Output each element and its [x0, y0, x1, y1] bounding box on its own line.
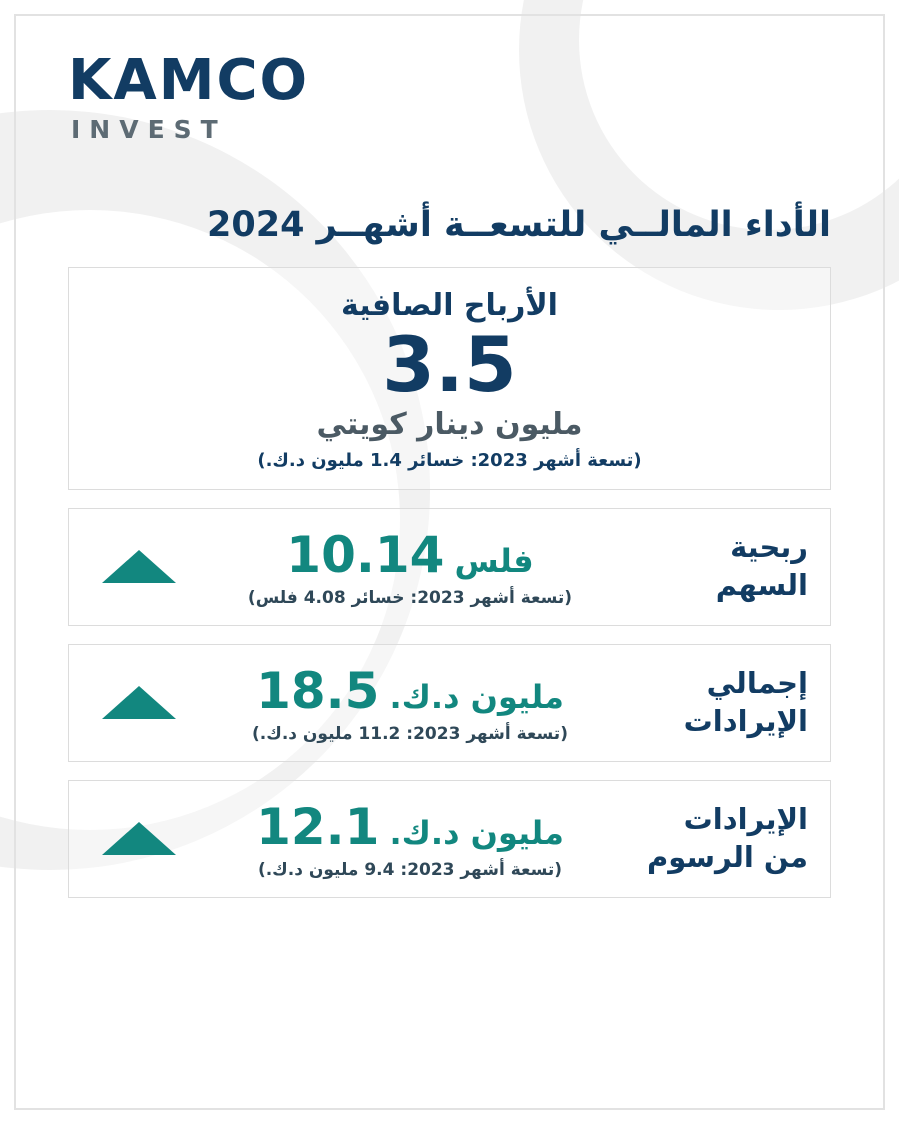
triangle-up-shape — [102, 822, 176, 855]
triangle-up-icon — [91, 822, 187, 855]
metric-value: 10.14 — [286, 525, 445, 584]
metric-label: ربحية السهم — [715, 530, 808, 602]
net-profit-value: 3.5 — [382, 320, 517, 410]
metric-body — [187, 798, 633, 880]
metric-value-line — [193, 526, 627, 584]
page-title: الأداء المالــي للتسعــة أشهــر 2024 — [207, 204, 831, 245]
metric-value-line — [193, 662, 627, 720]
net-profit-unit: مليون دينار كويتي — [316, 406, 583, 442]
metric-row — [69, 645, 830, 761]
brand-logo — [68, 0, 831, 144]
metric-body — [187, 662, 633, 744]
metric-card-fee-revenue — [68, 780, 831, 898]
metric-row — [69, 509, 830, 625]
brand-logo-main: KAMCO — [68, 48, 310, 113]
brand-logo-sub: INVEST — [71, 114, 227, 144]
metric-value-line — [193, 798, 627, 856]
triangle-up-shape — [102, 550, 176, 583]
triangle-up-icon — [91, 550, 187, 583]
metric-card-eps — [68, 508, 831, 626]
metric-unit: مليون د.ك. — [389, 813, 564, 852]
metric-card-total-revenue — [68, 644, 831, 762]
metric-comparison-note: (تسعة أشهر 2023: 9.4 مليون د.ك.) — [257, 859, 563, 880]
net-profit-card — [68, 267, 831, 490]
metric-comparison-note: (تسعة أشهر 2023: خسائر 4.08 فلس) — [247, 587, 573, 608]
metric-unit: مليون د.ك. — [389, 677, 564, 716]
metric-label: الإيرادات من الرسوم — [647, 802, 808, 874]
metric-value: 18.5 — [256, 661, 380, 720]
metric-body — [187, 526, 633, 608]
metric-comparison-note: (تسعة أشهر 2023: 11.2 مليون د.ك.) — [252, 723, 568, 744]
metric-value: 12.1 — [256, 797, 380, 856]
triangle-up-icon — [91, 686, 187, 719]
triangle-up-shape — [102, 686, 176, 719]
metric-unit: فلس — [454, 541, 534, 580]
metric-label: إجمالي الإيرادات — [683, 666, 808, 738]
net-profit-label: الأرباح الصافية — [341, 288, 558, 324]
net-profit-comparison-note: (تسعة أشهر 2023: خسائر 1.4 مليون د.ك.) — [257, 449, 642, 471]
metric-row — [69, 781, 830, 897]
